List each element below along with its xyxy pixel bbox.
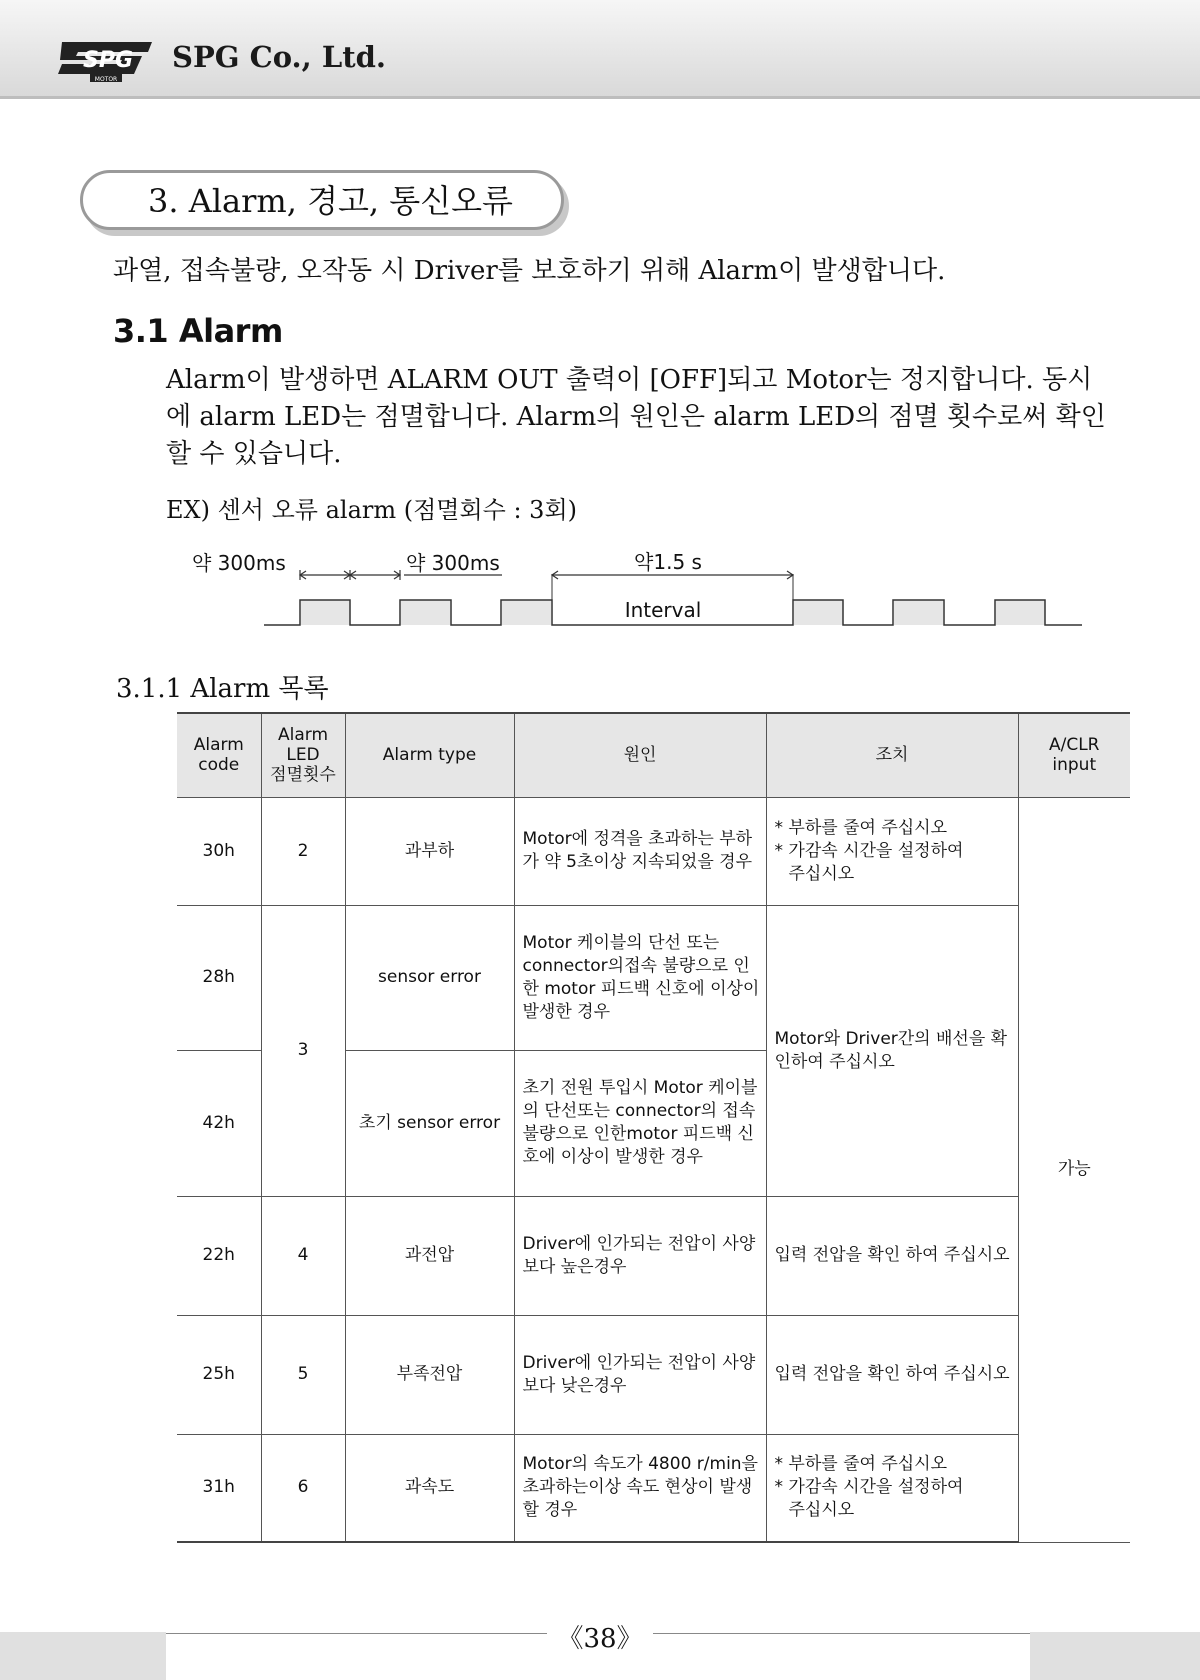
table-row — [177, 1434, 1130, 1542]
pulse-fill — [502, 600, 551, 625]
alarm-paragraph: Alarm이 발생하면 ALARM OUT 출력이 [OFF]되고 Motor는 정지합니다. 동시에 alarm LED는 점멸합니다. Alarm의 원인은 alarm LED의 점멸 횟수로써 확인 할 수 있습니다. — [166, 365, 1106, 469]
alarm-cause: Motor의 속도가 4800 r/min을 초과하는이상 속도 현상이 발생할 경우 — [514, 1434, 766, 1542]
pulse-fill — [794, 600, 843, 625]
page-header — [0, 0, 1200, 99]
alarm-code: 30h — [177, 797, 261, 905]
table-row — [177, 797, 1130, 905]
led-blink-timing-diagram — [0, 540, 1200, 640]
header-alarm-code: Alarm code — [177, 713, 261, 797]
section-title: 3. Alarm, 경고, 통신오류 — [148, 182, 513, 220]
pulse-fill — [401, 600, 450, 625]
pulse-fill — [996, 600, 1045, 625]
alarm-cause: Motor에 정격을 초과하는 부하가 약 5초이상 지속되었을 경우 — [514, 797, 766, 905]
alarm-cause: Driver에 인가되는 전압이 사양보다 낮은경우 — [514, 1315, 766, 1434]
alarm-heading: 3.1 Alarm — [113, 312, 283, 350]
example-text: EX) 센서 오류 alarm (점멸회수 : 3회) — [166, 496, 578, 524]
led-count: 3 — [261, 905, 345, 1196]
alarm-type: 초기 sensor error — [345, 1050, 514, 1196]
alarm-code: 25h — [177, 1315, 261, 1434]
header-action: 조치 — [766, 713, 1018, 797]
alarm-code: 31h — [177, 1434, 261, 1542]
dimension-arrows — [300, 570, 793, 580]
alarm-table — [177, 712, 1130, 1543]
alarm-type: sensor error — [345, 905, 514, 1050]
timing-label-off: 약 300ms — [406, 551, 500, 575]
spg-logo — [56, 38, 156, 82]
header-cause: 원인 — [514, 713, 766, 797]
alarm-code: 22h — [177, 1196, 261, 1315]
alarm-action: 입력 전압을 확인 하여 주십시오 — [766, 1196, 1018, 1315]
alarm-code: 42h — [177, 1050, 261, 1196]
led-count: 6 — [261, 1434, 345, 1542]
led-count: 2 — [261, 797, 345, 905]
header-alarm-type: Alarm type — [345, 713, 514, 797]
alarm-code: 28h — [177, 905, 261, 1050]
company-name: SPG Co., Ltd. — [172, 40, 386, 74]
logo-text: SPG — [82, 48, 134, 73]
header-led-blinks: Alarm LED 점멸횟수 — [261, 713, 345, 797]
table-header-row — [177, 713, 1130, 797]
alarm-list-heading: 3.1.1 Alarm 목록 — [116, 674, 329, 704]
header-aclr-input: A/CLR input — [1018, 713, 1130, 797]
led-count: 4 — [261, 1196, 345, 1315]
timing-label-interval-time: 약1.5 s — [634, 550, 702, 574]
page-number: 《38》 — [0, 1618, 1200, 1655]
table-row — [177, 1196, 1130, 1315]
aclr-value: 가능 — [1018, 797, 1130, 1542]
alarm-cause: 초기 전원 투입시 Motor 케이블의 단선또는 connector의 접속 불량으로 인한motor 피드백 신호에 이상이 발생한 경우 — [514, 1050, 766, 1196]
alarm-action: 입력 전압을 확인 하여 주십시오 — [766, 1315, 1018, 1434]
alarm-action: * 부하를 줄여 주십시오 * 가감속 시간을 설정하여 주십시오 — [766, 797, 1018, 905]
alarm-type: 과부하 — [345, 797, 514, 905]
alarm-type: 과속도 — [345, 1434, 514, 1542]
alarm-type: 부족전압 — [345, 1315, 514, 1434]
pulse-fill — [894, 600, 943, 625]
intro-text: 과열, 접속불량, 오작동 시 Driver를 보호하기 위해 Alarm이 발생합니다. — [113, 256, 946, 286]
timing-label-on: 약 300ms — [192, 551, 286, 575]
alarm-action: * 부하를 줄여 주십시오 * 가감속 시간을 설정하여 주십시오 — [766, 1434, 1018, 1542]
pulse-fill — [301, 600, 350, 625]
led-count: 5 — [261, 1315, 345, 1434]
alarm-action: Motor와 Driver간의 배선을 확인하여 주십시오 — [766, 905, 1018, 1196]
alarm-cause: Motor 케이블의 단선 또는 connector의접속 불량으로 인한 motor 피드백 신호에 이상이 발생한 경우 — [514, 905, 766, 1050]
table-row — [177, 1315, 1130, 1434]
logo-subtext: MOTOR — [94, 76, 118, 82]
alarm-type: 과전압 — [345, 1196, 514, 1315]
alarm-cause: Driver에 인가되는 전압이 사양보다 높은경우 — [514, 1196, 766, 1315]
timing-label-interval: Interval — [624, 598, 702, 622]
table-row — [177, 905, 1130, 1050]
